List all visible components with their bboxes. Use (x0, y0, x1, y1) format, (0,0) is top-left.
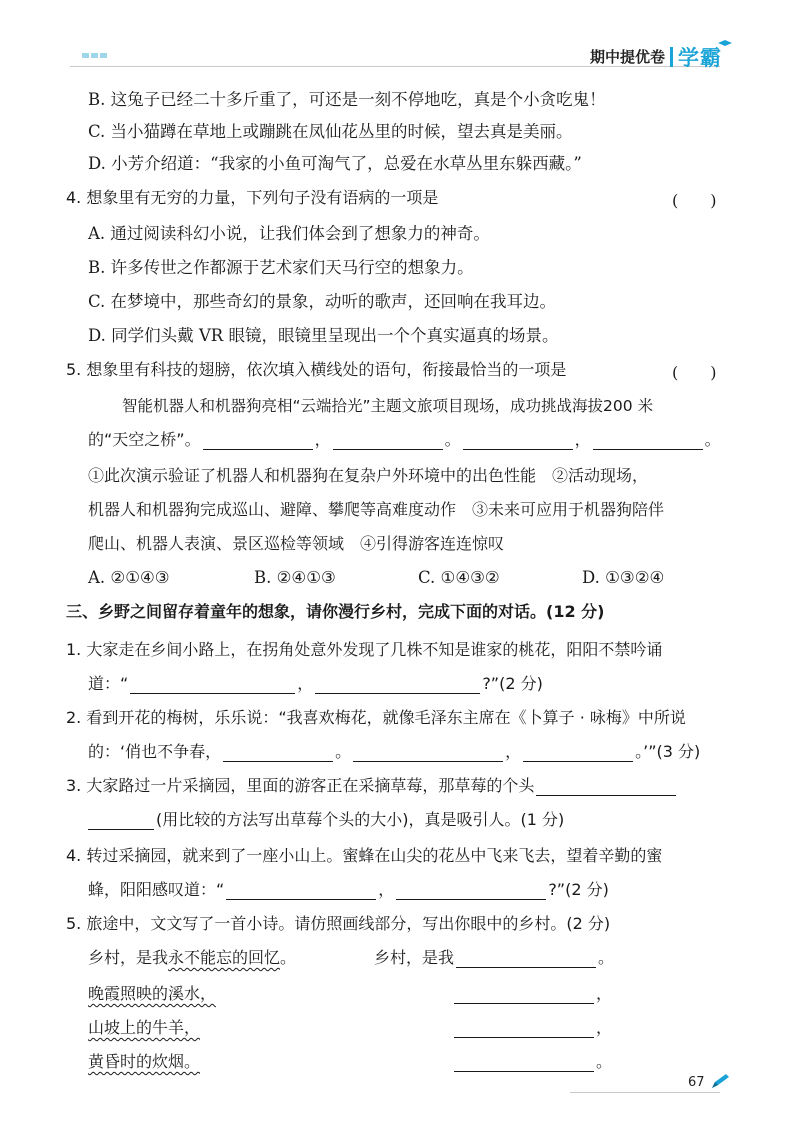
poem-answer-end-2: ， (596, 984, 613, 1003)
q5-option-a: A. ②①④③ (88, 568, 170, 587)
q4-answer-paren[interactable]: ( ) (672, 191, 717, 210)
s3-q2-line2 (88, 742, 700, 762)
poem-line4 (88, 1052, 200, 1072)
s3-q2-line1: 2. 看到开花的梅树，乐乐说：“我喜欢梅花，就像毛泽东主席在《卜算子 · 咏梅》中所说 (66, 708, 686, 727)
q5-blank-4[interactable] (593, 433, 703, 450)
q5-comma-2: ， (574, 430, 591, 449)
s3-q4-line1: 4. 转过采摘园，就来到了一座小山上。蜜蜂在山尖的花丛中飞来飞去，望着辛勤的蜜 (66, 846, 663, 865)
poem-answer-line3 (454, 1018, 612, 1038)
q4-stem: 4. 想象里有无穷的力量，下列句子没有语病的一项是 (66, 188, 439, 207)
s3-q1-suffix: ?”(2 分) (482, 674, 543, 693)
header-title: 期中提优卷 (590, 48, 666, 66)
q3-option-c: C. 当小猫蹲在草地上或蹦跳在凤仙花丛里的时候，望去真是美丽。 (88, 122, 573, 141)
q5-passage-text: 的“天空之桥”。 (88, 430, 201, 449)
q5-option-c: C. ①④③② (418, 568, 500, 587)
s3-q3-blank-1[interactable] (536, 779, 676, 796)
poem-answer-line2 (454, 984, 612, 1004)
header-decoration (82, 53, 107, 58)
q3-option-d: D. 小芳介绍道：“我家的小鱼可淘气了，总爱在水草丛里东躲西藏。” (88, 154, 582, 173)
s3-q3-text: 3. 大家路过一片采摘园，里面的游客正在采摘草莓，那草莓的个头 (66, 776, 535, 795)
s3-q4-suffix: ?”(2 分) (548, 880, 609, 899)
s3-q5-line1: 5. 旅途中，文文写了一首小诗。请仿照画线部分，写出你眼中的乡村。(2 分) (66, 914, 611, 933)
s3-q2-blank-1[interactable] (223, 745, 333, 762)
poem-line1 (88, 948, 296, 968)
poem-line1-prefix: 乡村，是我 (88, 948, 169, 967)
s3-q1-blank-2[interactable] (315, 677, 480, 694)
q5-blank-1[interactable] (203, 433, 313, 450)
poem-answer-blank-3[interactable] (454, 1021, 594, 1038)
q5-option-d: D. ①③②④ (582, 568, 665, 587)
pencil-icon (708, 1072, 730, 1090)
page-header (0, 0, 800, 80)
poem-line1-period: 。 (280, 948, 297, 967)
q5-statements-line1: ①此次演示验证了机器人和机器狗在复杂户外环境中的出色性能 ②活动现场， (88, 466, 649, 485)
q4-option-c: C. 在梦境中，那些奇幻的景象，动听的歌声，还回响在我耳边。 (88, 292, 557, 311)
poem-line2 (88, 984, 216, 1004)
section3-title: 三、乡野之间留存着童年的想象，请你漫行乡村，完成下面的对话。(12 分) (66, 602, 605, 621)
q5-answer-paren[interactable]: ( ) (672, 363, 717, 382)
q5-period-2: 。 (704, 430, 721, 449)
s3-q2-comma: ， (505, 742, 522, 761)
s3-q1-prefix: 道：“ (88, 674, 129, 693)
q5-statements-line2: 机器人和机器狗完成巡山、避障、攀爬等高难度动作 ③未来可应用于机器狗陪伴 (88, 500, 665, 519)
q5-period-1: 。 (444, 430, 461, 449)
q5-stem: 5. 想象里有科技的翅膀，依次填入横线处的语句，衔接最恰当的一项是 (66, 360, 567, 379)
q5-statements-line3: 爬山、机器人表演、景区巡检等领域 ④引得游客连连惊叹 (88, 534, 505, 553)
page-number: 67 (688, 1075, 705, 1090)
poem-answer-blank-1[interactable] (456, 951, 596, 968)
poem-answer-blank-2[interactable] (454, 987, 594, 1004)
poem-line3-underlined: 山坡上的牛羊， (88, 1018, 201, 1037)
poem-line2-underlined: 晚霞照映的溪水， (88, 984, 217, 1003)
graduation-cap-icon (718, 40, 732, 48)
s3-q2-period: 。 (335, 742, 352, 761)
poem-answer-end-1: 。 (598, 948, 615, 967)
footer-divider (570, 1092, 720, 1093)
s3-q2-suffix: 。’”(3 分) (635, 742, 701, 761)
s3-q4-line2 (88, 880, 609, 900)
s3-q1-comma: ， (297, 674, 314, 693)
s3-q4-comma: ， (378, 880, 395, 899)
s3-q2-blank-3[interactable] (523, 745, 633, 762)
s3-q4-blank-2[interactable] (396, 883, 546, 900)
s3-q3-blank-2[interactable] (88, 813, 154, 830)
poem-answer-end-4: 。 (596, 1052, 613, 1071)
q5-blank-2[interactable] (333, 433, 443, 450)
q4-option-a: A. 通过阅读科幻小说，让我们体会到了想象力的神奇。 (88, 224, 490, 243)
poem-answer-line1 (374, 948, 614, 968)
q4-option-d: D. 同学们头戴 VR 眼镜，眼镜里呈现出一个个真实逼真的场景。 (88, 326, 559, 345)
q3-option-b: B. 这兔子已经二十多斤重了，可还是一刻不停地吃，真是个小贪吃鬼！ (88, 90, 606, 109)
q5-passage-line1: 智能机器人和机器狗亮相“云端拾光”主题文旅项目现场，成功挑战海拔200 米 (122, 397, 654, 415)
q4-option-b: B. 许多传世之作都源于艺术家们天马行空的想象力。 (88, 258, 474, 277)
poem-line4-underlined: 黄昏时的炊烟。 (88, 1052, 201, 1071)
q5-comma-1: ， (314, 430, 331, 449)
q5-option-b: B. ②④①③ (254, 568, 336, 587)
s3-q1-line1: 1. 大家走在乡间小路上，在拐角处意外发现了几株不知是谁家的桃花，阳阳不禁吟诵 (66, 640, 663, 659)
poem-answer-blank-4[interactable] (454, 1055, 594, 1072)
poem-line3 (88, 1018, 200, 1038)
poem-answer-line4 (454, 1052, 612, 1072)
header-separator (670, 47, 673, 67)
s3-q1-line2 (88, 674, 543, 694)
s3-q1-blank-1[interactable] (130, 677, 295, 694)
q5-blank-3[interactable] (463, 433, 573, 450)
s3-q4-blank-1[interactable] (226, 883, 376, 900)
s3-q3-hint: (用比较的方法写出草莓个头的大小)，真是吸引人。(1 分) (156, 810, 565, 829)
s3-q4-prefix: 蜂，阳阳感叹道：“ (88, 880, 225, 899)
q5-passage-line2 (88, 430, 721, 450)
poem-answer-end-3: ， (596, 1018, 613, 1037)
poem-answer-prefix: 乡村，是我 (374, 948, 455, 967)
s3-q3-line1 (66, 776, 678, 796)
poem-line1-underlined: 永不能忘的回忆 (168, 948, 281, 967)
s3-q3-line2 (88, 810, 564, 830)
s3-q2-prefix: 的：‘俏也不争春， (88, 742, 222, 761)
brand-logo: 学霸 (678, 46, 722, 70)
s3-q2-blank-2[interactable] (353, 745, 503, 762)
